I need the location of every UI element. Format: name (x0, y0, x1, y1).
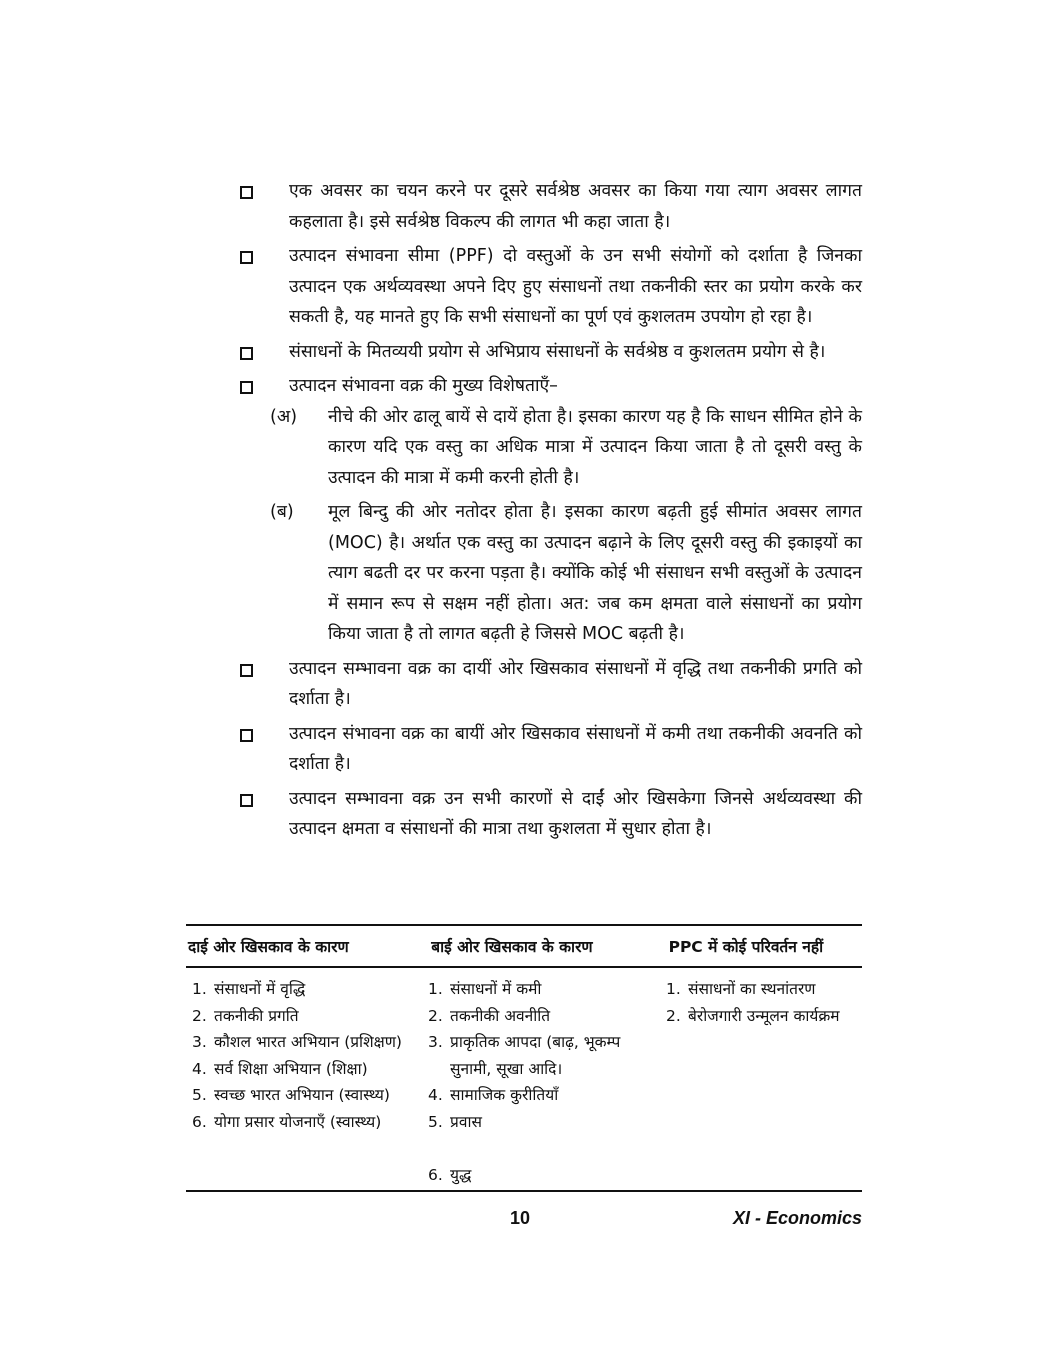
checkbox-bullet-icon (240, 347, 253, 360)
list-item (192, 976, 424, 1003)
list-item (192, 1056, 424, 1083)
table-header-right-shift: दाई ओर खिसकाव के कारण (188, 938, 349, 956)
bullet-text: उत्पादन सम्भावना वक्र का दायीं ओर खिसकाव संसाधनों में वृद्धि तथा तकनीकी प्रगति को दर्शाता है। (289, 658, 862, 709)
item-text: तकनीकी अवनीति (450, 1006, 551, 1025)
item-number: 3. (428, 1033, 443, 1051)
item-text: सर्व शिक्षा अभियान (शिक्षा) (214, 1059, 368, 1078)
item-text: सामाजिक कुरीतियाँ (450, 1086, 559, 1104)
sub-point-text: मूल बिन्दु की ओर नतोदर होता है। इसका कारण बढ़ती हुई सीमांत अवसर लागत (MOC) है। अर्थात एक वस्तु का उत्पादन बढ़ाने के लिए दूसरी वस्तु की इकाइयों का त्याग बढती दर पर करना पड़ता है। क्योंकि कोई भी संसाधन सभी वस्तुओं के उत्पादन में समान रूप से सक्षम नहीं होता। अत: जब कम क्षमता वाले संसाधनों का प्रयोग किया जाता है तो लागत बढ़ती हे जिससे MOC बढ़ती है। (328, 502, 862, 644)
list-item (428, 976, 664, 1003)
checkbox-bullet-icon (240, 729, 253, 742)
page-number: 10 (510, 1208, 531, 1228)
item-text: तकनीकी प्रगति (214, 1006, 299, 1025)
item-number: 3. (192, 1033, 207, 1051)
item-number: 5. (428, 1112, 443, 1131)
page-footer (186, 1204, 862, 1234)
causes-table (186, 924, 862, 1192)
checkbox-bullet-icon (240, 381, 253, 394)
table-column-left-shift (424, 972, 664, 1188)
bullet-text: उत्पादन सम्भावना वक्र उन सभी कारणों से दाईं ओर खिसकेगा जिनसे अर्थव्यवस्था की उत्पादन क्षमता व संसाधनों की मात्रा तथा कुशलता में सुधार होता है। (289, 788, 862, 839)
bullet-item (240, 654, 862, 715)
bullet-item (240, 176, 862, 237)
bullet-text: उत्पादन संभावना वक्र का बायीं ओर खिसकाव संसाधनों में कमी तथा तकनीकी अवनति को दर्शाता है। (289, 723, 862, 774)
table-column-right-shift (186, 972, 424, 1188)
list-item (428, 1003, 664, 1030)
list-item (192, 1109, 424, 1136)
item-number: 6. (428, 1165, 443, 1184)
bullet-text: संसाधनों के मितव्ययी प्रयोग से अभिप्राय संसाधनों के सर्वश्रेष्ठ व कुशलतम प्रयोग से है। (289, 341, 826, 362)
item-text: योगा प्रसार योजनाएँ (स्वास्थ्य) (214, 1112, 382, 1131)
item-text: युद्ध (450, 1165, 472, 1184)
checkbox-bullet-icon (240, 794, 253, 807)
item-number: 2. (192, 1006, 207, 1025)
item-number: 1. (428, 980, 443, 998)
main-content (240, 176, 862, 849)
table-body (186, 968, 862, 1192)
list-item (666, 1003, 862, 1030)
item-text: कौशल भारत अभियान (प्रशिक्षण) (214, 1033, 402, 1051)
book-title: XI - Economics (732, 1208, 862, 1228)
item-text: प्राकृतिक आपदा (बाढ़, भूकम्प सुनामी, सूखा आदि। (450, 1033, 621, 1078)
table-header-row (186, 924, 862, 968)
list-item (428, 1162, 664, 1189)
table-header-no-change: PPC में कोई परिवर्तन नहीं (668, 938, 824, 956)
item-text: स्वच्छ भारत अभियान (स्वास्थ्य) (214, 1086, 390, 1104)
item-number: 2. (666, 1006, 681, 1025)
list-item (428, 1109, 664, 1136)
checkbox-bullet-icon (240, 251, 253, 264)
item-number: 5. (192, 1086, 207, 1104)
bullet-text: एक अवसर का चयन करने पर दूसरे सर्वश्रेष्ठ अवसर का किया गया त्याग अवसर लागत कहलाता है। इसे सर्वश्रेष्ठ विकल्प की लागत भी कहा जाता है। (289, 181, 862, 232)
list-item (428, 1082, 664, 1109)
item-number: 4. (428, 1086, 443, 1104)
item-text: संसाधनों का स्थनांतरण (688, 980, 816, 998)
item-text: संसाधनों में वृद्धि (214, 980, 306, 998)
list-item (192, 1082, 424, 1109)
list-item (428, 1029, 664, 1082)
list-item (666, 976, 862, 1003)
sub-point (270, 402, 862, 494)
item-number: 4. (192, 1059, 207, 1078)
table-column-no-change (664, 972, 862, 1188)
bullet-item (240, 784, 862, 845)
bullet-item (240, 371, 862, 402)
bullet-text: उत्पादन संभावना वक्र की मुख्य विशेषताएँ– (289, 376, 558, 396)
sub-point (270, 497, 862, 650)
table-header-left-shift: बाई ओर खिसकाव के कारण (431, 938, 593, 956)
item-number: 1. (666, 980, 681, 998)
checkbox-bullet-icon (240, 186, 253, 199)
bullet-item (240, 337, 862, 368)
bullet-item (240, 719, 862, 780)
checkbox-bullet-icon (240, 664, 253, 677)
item-number: 2. (428, 1006, 443, 1025)
bullet-item (240, 241, 862, 333)
list-item (192, 1029, 424, 1056)
sub-point-marker: (ब) (270, 502, 294, 522)
item-number: 1. (192, 980, 207, 998)
item-text: बेरोजगारी उन्मूलन कार्यक्रम (688, 1006, 840, 1025)
item-text: प्रवास (450, 1112, 482, 1131)
list-item (192, 1003, 424, 1030)
item-text: संसाधनों में कमी (450, 980, 542, 998)
sub-point-marker: (अ) (270, 406, 298, 427)
sub-point-text: नीचे की ओर ढालू बायें से दायें होता है। इसका कारण यह है कि साधन सीमित होने के कारण यदि एक वस्तु का अधिक मात्रा में उत्पादन किया जाता है तो दूसरी वस्तु के उत्पादन की मात्रा में कमी करनी होती है। (328, 406, 862, 488)
item-number: 6. (192, 1112, 207, 1131)
bullet-text: उत्पादन संभावना सीमा (PPF) दो वस्तुओं के उन सभी संयोगों को दर्शाता है जिनका उत्पादन एक अर्थव्यवस्था अपने दिए हुए संसाधनों तथा तकनीकी स्तर का प्रयोग करके कर सकती है, यह मानते हुए कि सभी संसाधनों का पूर्ण एवं कुशलतम उपयोग हो रहा है। (289, 246, 862, 327)
